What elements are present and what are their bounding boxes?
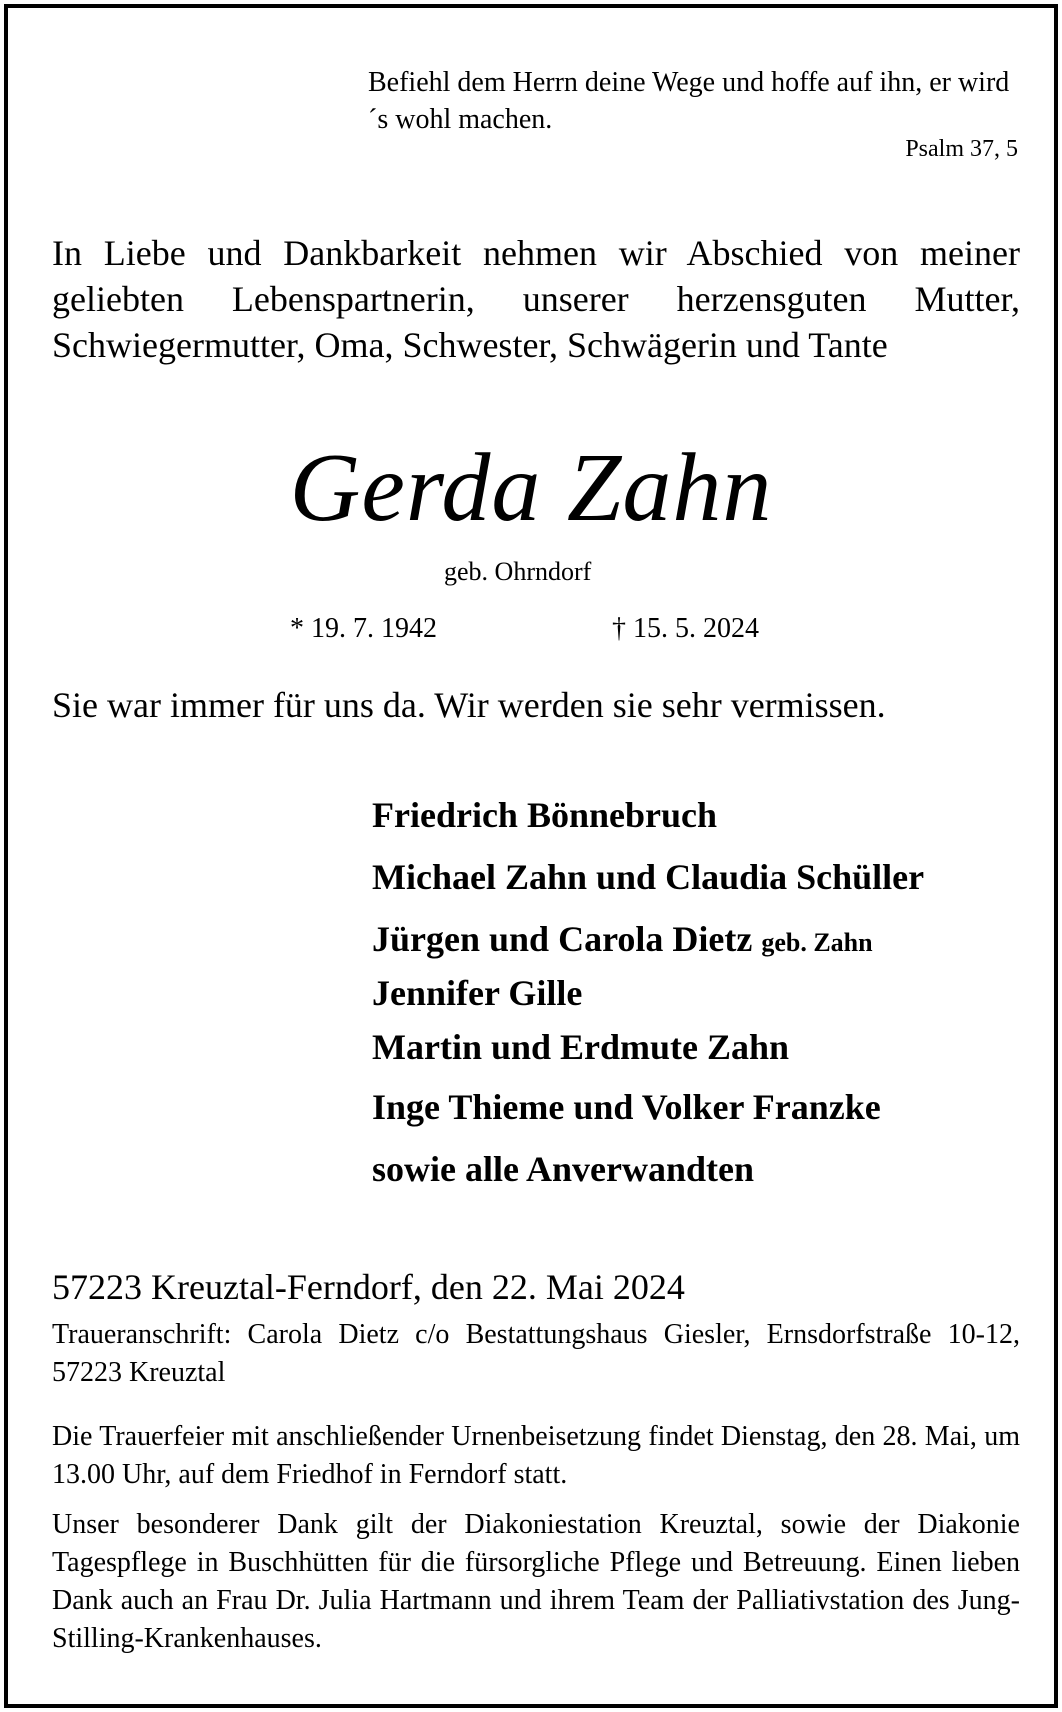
mourner-name: Friedrich Bönnebruch: [372, 795, 718, 835]
thanks-text: Unser besonderer Dank gilt der Diakoniestation Kreuztal, sowie der Diakonie Tagespflege in Buschhütten für die fürsorgliche Pflege und Betreuung. Einen lieben Dank auch an Frau Dr. Julia Hartmann und ihrem Team der Palliativstation des Jung-Stilling-Krankenhauses.: [52, 1509, 1020, 1654]
birth-name: geb. Ohrndorf: [444, 557, 592, 586]
mourner-name: Jürgen und Carola Dietz: [372, 919, 753, 959]
mourner-name: Inge Thieme und Volker Franzke: [372, 1087, 881, 1127]
mourner-birth-name: geb. Zahn: [761, 928, 873, 957]
psalm-reference: Psalm 37, 5: [905, 136, 1018, 162]
mourner-name: Jennifer Gille: [372, 973, 583, 1013]
obituary-notice: [4, 4, 1058, 1708]
mourner-line: [372, 974, 582, 1012]
remembrance-text: Sie war immer für uns da. Wir werden sie sehr vermissen.: [52, 685, 886, 725]
funeral-service-info: Die Trauerfeier mit anschließender Urnenbeisetzung findet Dienstag, den 28. Mai, um 13.00 Uhr, auf dem Friedhof in Ferndorf statt.: [52, 1421, 1020, 1490]
deceased-name: Gerda Zahn: [289, 434, 773, 542]
mourning-address: Traueranschrift: Carola Dietz c/o Bestattungshaus Giesler, Ernsdorfstraße 10-12, 57223 Kreuztal: [52, 1319, 1020, 1388]
mourner-line: [372, 1088, 881, 1126]
death-date: † 15. 5. 2024: [612, 613, 759, 644]
mourner-line: [372, 1028, 789, 1066]
mourner-name: Michael Zahn und Claudia Schüller: [372, 857, 925, 897]
place-and-date: 57223 Kreuztal-Ferndorf, den 22. Mai 2024: [52, 1267, 685, 1307]
mourner-name: sowie alle Anverwandten: [372, 1149, 754, 1189]
birth-date: * 19. 7. 1942: [290, 613, 437, 644]
mourner-line: [372, 796, 717, 834]
mourner-name: Martin und Erdmute Zahn: [372, 1027, 790, 1067]
intro-text: In Liebe und Dankbarkeit nehmen wir Abschied von meiner geliebten Lebenspartnerin, unserer herzensguten Mutter, Schwiegermutter, Oma, Schwester, Schwägerin und Tante: [52, 233, 1020, 365]
mourner-line: [372, 858, 924, 896]
mourner-line: [372, 920, 873, 962]
mourner-line: [372, 1150, 754, 1188]
psalm-quote: Befiehl dem Herrn deine Wege und hoffe auf ihn, er wird´s wohl machen.: [368, 67, 1010, 135]
